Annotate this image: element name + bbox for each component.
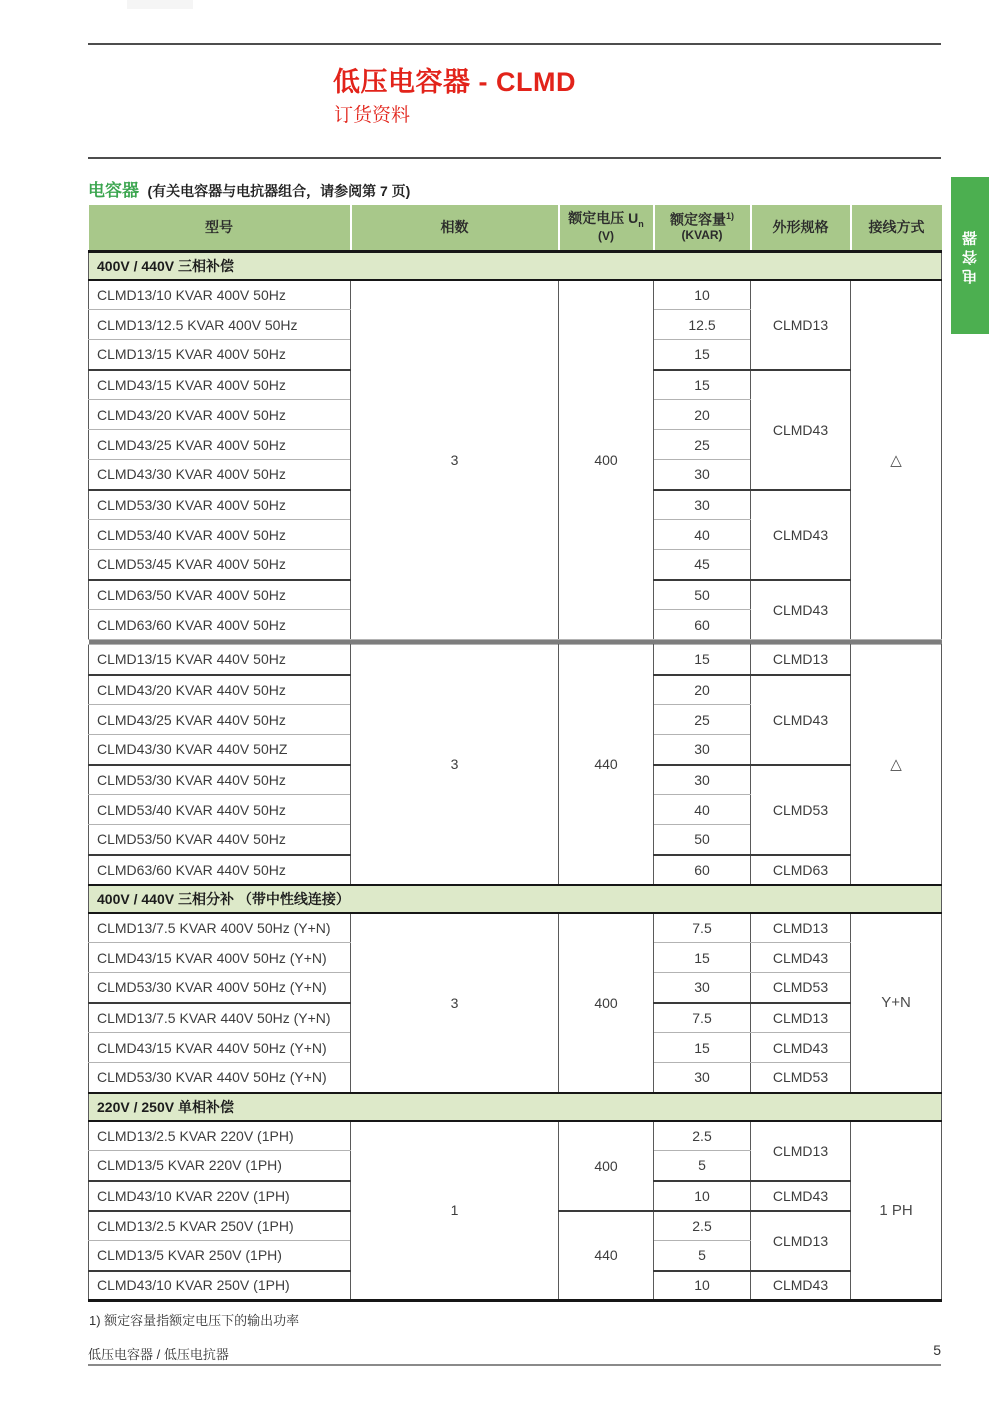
kvar-cell: 7.5	[654, 913, 751, 943]
model-cell: CLMD43/30 KVAR 400V 50Hz	[89, 460, 351, 490]
model-cell: CLMD43/20 KVAR 400V 50Hz	[89, 400, 351, 430]
phases-cell: 1	[351, 1121, 559, 1301]
model-cell: CLMD43/25 KVAR 400V 50Hz	[89, 430, 351, 460]
model-cell: CLMD53/50 KVAR 440V 50Hz	[89, 825, 351, 855]
spec-cell: CLMD63	[751, 855, 851, 885]
model-cell: CLMD53/30 KVAR 440V 50Hz (Y+N)	[89, 1063, 351, 1093]
kvar-cell: 60	[654, 855, 751, 885]
phases-cell: 3	[351, 645, 559, 885]
spec-cell: CLMD13	[751, 1003, 851, 1033]
model-cell: CLMD63/60 KVAR 440V 50Hz	[89, 855, 351, 885]
footer-title: 低压电容器 / 低压电抗器	[88, 1347, 229, 1362]
kvar-cell: 20	[654, 675, 751, 705]
kvar-cell: 10	[654, 280, 751, 310]
kvar-cell: 10	[654, 1271, 751, 1301]
model-cell: CLMD43/10 KVAR 220V (1PH)	[89, 1181, 351, 1211]
kvar-cell: 25	[654, 430, 751, 460]
section-band-row	[89, 1093, 942, 1121]
kvar-cell: 30	[654, 973, 751, 1003]
table-row	[89, 645, 942, 675]
column-header: 外形规格	[751, 205, 851, 251]
voltage-cell: 440	[559, 645, 654, 885]
kvar-cell: 60	[654, 610, 751, 640]
kvar-cell: 10	[654, 1181, 751, 1211]
capacitor-section-note: (有关电容器与电抗器组合，请参阅第 7 页)	[147, 183, 411, 199]
kvar-cell: 15	[654, 645, 751, 675]
voltage-cell: 400	[559, 1121, 654, 1211]
kvar-cell: 30	[654, 460, 751, 490]
capacitor-table	[88, 205, 942, 1302]
model-cell: CLMD13/7.5 KVAR 440V 50Hz (Y+N)	[89, 1003, 351, 1033]
side-tab-label: 电容器	[961, 227, 979, 284]
model-cell: CLMD53/30 KVAR 440V 50Hz	[89, 765, 351, 795]
kvar-cell: 7.5	[654, 1003, 751, 1033]
header-rule	[88, 157, 941, 159]
model-cell: CLMD53/45 KVAR 400V 50Hz	[89, 550, 351, 580]
capacitor-section-label: 电容器	[88, 181, 139, 200]
model-cell: CLMD43/30 KVAR 440V 50HZ	[89, 735, 351, 765]
footer-page-number: 5	[933, 1342, 941, 1358]
side-tab	[951, 177, 989, 334]
column-header: 接线方式	[851, 205, 942, 251]
model-cell: CLMD13/2.5 KVAR 220V (1PH)	[89, 1121, 351, 1151]
model-cell: CLMD43/15 KVAR 400V 50Hz (Y+N)	[89, 943, 351, 973]
model-cell: CLMD43/20 KVAR 440V 50Hz	[89, 675, 351, 705]
voltage-cell: 400	[559, 913, 654, 1093]
spec-cell: CLMD43	[751, 490, 851, 580]
spec-cell: CLMD43	[751, 943, 851, 973]
kvar-cell: 15	[654, 943, 751, 973]
kvar-cell: 5	[654, 1241, 751, 1271]
wiring-cell: Y+N	[851, 913, 942, 1093]
column-header: 额定电压 $U_n$ (V)	[559, 205, 654, 251]
model-cell: CLMD53/40 KVAR 440V 50Hz	[89, 795, 351, 825]
kvar-cell: 15	[654, 340, 751, 370]
model-cell: CLMD13/15 KVAR 440V 50Hz	[89, 645, 351, 675]
spec-cell: CLMD43	[751, 675, 851, 765]
model-cell: CLMD63/60 KVAR 400V 50Hz	[89, 610, 351, 640]
section-band-row	[89, 885, 942, 913]
kvar-cell: 30	[654, 765, 751, 795]
kvar-cell: 15	[654, 1033, 751, 1063]
kvar-cell: 2.5	[654, 1121, 751, 1151]
section-band-label: 220V / 250V 单相补偿	[89, 1093, 942, 1121]
section-band-label: 400V / 440V 三相分补 （带中性线连接）	[89, 885, 942, 913]
column-header: 相数	[351, 205, 559, 251]
model-cell: CLMD13/15 KVAR 400V 50Hz	[89, 340, 351, 370]
kvar-cell: 45	[654, 550, 751, 580]
section-band-label: 400V / 440V 三相补偿	[89, 251, 942, 280]
column-header: 型号	[89, 205, 351, 251]
kvar-cell: 50	[654, 825, 751, 855]
model-cell: CLMD13/2.5 KVAR 250V (1PH)	[89, 1211, 351, 1241]
footer-rule	[88, 1364, 941, 1366]
phases-cell: 3	[351, 280, 559, 640]
spec-cell: CLMD43	[751, 580, 851, 640]
spec-cell: CLMD13	[751, 280, 851, 370]
spec-cell: CLMD43	[751, 1271, 851, 1301]
model-cell: CLMD43/15 KVAR 400V 50Hz	[89, 370, 351, 400]
section-label-row	[88, 176, 410, 201]
column-header: 额定容量$^{1)}$ (KVAR)	[654, 205, 751, 251]
model-cell: CLMD43/15 KVAR 440V 50Hz (Y+N)	[89, 1033, 351, 1063]
model-cell: CLMD43/10 KVAR 250V (1PH)	[89, 1271, 351, 1301]
kvar-cell: 12.5	[654, 310, 751, 340]
footnote: 1) 额定容量指额定电压下的输出功率	[89, 1313, 300, 1328]
kvar-cell: 25	[654, 705, 751, 735]
model-cell: CLMD63/50 KVAR 400V 50Hz	[89, 580, 351, 610]
model-cell: CLMD13/12.5 KVAR 400V 50Hz	[89, 310, 351, 340]
kvar-cell: 15	[654, 370, 751, 400]
spec-cell: CLMD43	[751, 1033, 851, 1063]
model-cell: CLMD13/5 KVAR 250V (1PH)	[89, 1241, 351, 1271]
table-row	[89, 280, 942, 310]
model-cell: CLMD13/10 KVAR 400V 50Hz	[89, 280, 351, 310]
page-corner-mark	[127, 0, 193, 9]
wiring-cell: △	[851, 645, 942, 885]
page-subtitle: 订货资料	[334, 105, 411, 126]
wiring-cell: 1 PH	[851, 1121, 942, 1301]
spec-cell: CLMD43	[751, 1181, 851, 1211]
phases-cell: 3	[351, 913, 559, 1093]
kvar-cell: 40	[654, 520, 751, 550]
wiring-cell: △	[851, 280, 942, 640]
page-title: 低压电容器 - CLMD	[333, 67, 576, 97]
kvar-cell: 5	[654, 1151, 751, 1181]
kvar-cell: 30	[654, 1063, 751, 1093]
spec-cell: CLMD13	[751, 913, 851, 943]
model-cell: CLMD53/30 KVAR 400V 50Hz (Y+N)	[89, 973, 351, 1003]
voltage-cell: 440	[559, 1211, 654, 1301]
spec-cell: CLMD53	[751, 765, 851, 855]
model-cell: CLMD13/5 KVAR 220V (1PH)	[89, 1151, 351, 1181]
kvar-cell: 20	[654, 400, 751, 430]
spec-cell: CLMD53	[751, 1063, 851, 1093]
kvar-cell: 50	[654, 580, 751, 610]
model-cell: CLMD53/40 KVAR 400V 50Hz	[89, 520, 351, 550]
model-cell: CLMD13/7.5 KVAR 400V 50Hz (Y+N)	[89, 913, 351, 943]
model-cell: CLMD43/25 KVAR 440V 50Hz	[89, 705, 351, 735]
kvar-cell: 2.5	[654, 1211, 751, 1241]
kvar-cell: 30	[654, 490, 751, 520]
model-cell: CLMD53/30 KVAR 400V 50Hz	[89, 490, 351, 520]
kvar-cell: 30	[654, 735, 751, 765]
spec-cell: CLMD53	[751, 973, 851, 1003]
section-band-row	[89, 251, 942, 280]
table-header-row	[89, 205, 942, 251]
kvar-cell: 40	[654, 795, 751, 825]
voltage-cell: 400	[559, 280, 654, 640]
table-row	[89, 1121, 942, 1151]
spec-cell: CLMD13	[751, 1121, 851, 1181]
spec-cell: CLMD13	[751, 645, 851, 675]
top-rule	[88, 43, 941, 45]
spec-cell: CLMD13	[751, 1211, 851, 1271]
spec-cell: CLMD43	[751, 370, 851, 490]
table-row	[89, 913, 942, 943]
